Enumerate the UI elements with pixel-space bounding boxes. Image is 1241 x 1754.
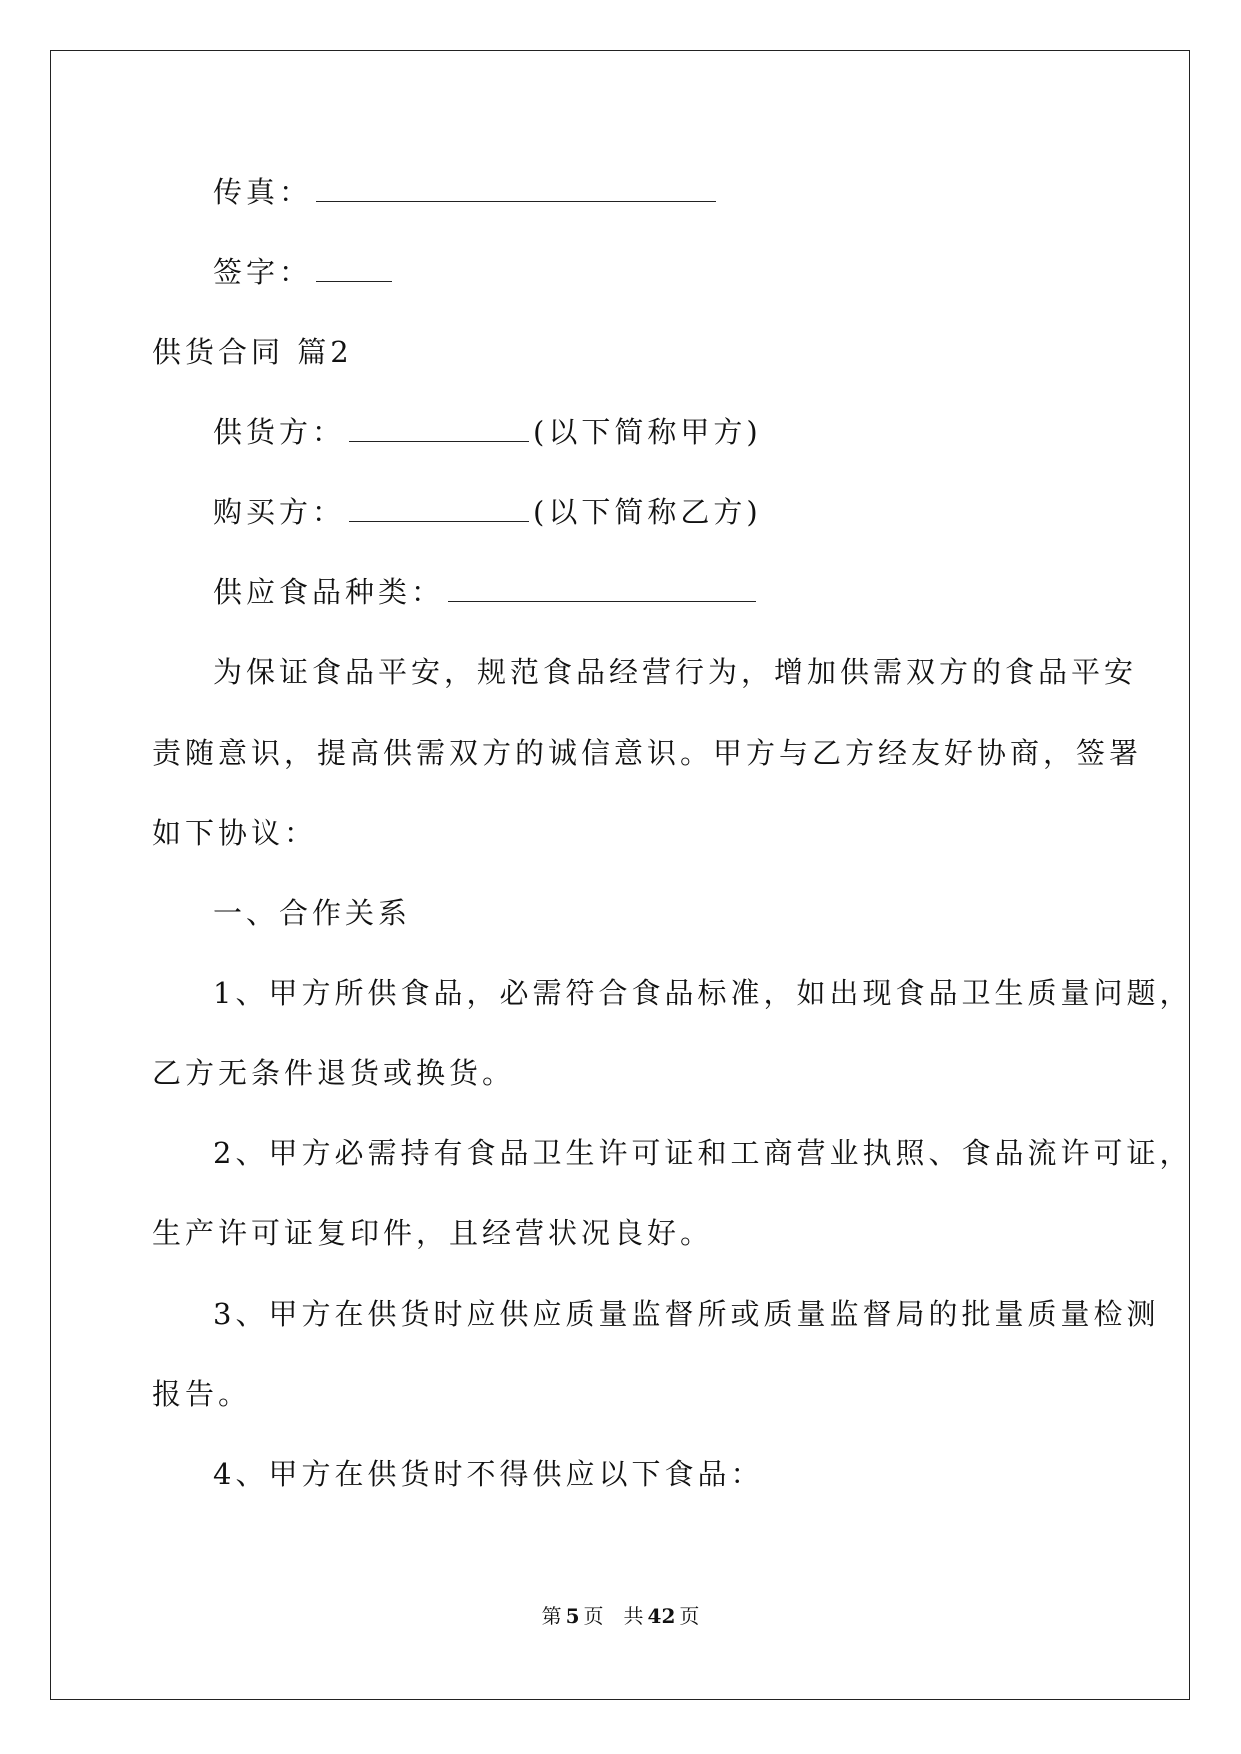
supplier-line (213, 412, 762, 452)
clause-heading: 一、合作关系 (213, 896, 412, 930)
supplier-blank[interactable] (349, 413, 529, 442)
total-prefix: 共 (623, 1604, 644, 1628)
food-type-blank[interactable] (448, 573, 756, 602)
page-suffix: 页 (583, 1604, 604, 1628)
supplier-note: (以下简称甲方) (533, 415, 762, 449)
signature-label: 签字： (213, 255, 313, 289)
paragraph-line: 报告。 (152, 1377, 252, 1411)
section-heading-text: 供货合同 篇2 (152, 335, 353, 369)
paragraph-line: 生产许可证复印件，且经营状况良好。 (152, 1216, 714, 1250)
paragraph-line: 责随意识，提高供需双方的诚信意识。甲方与乙方经友好协商，签署 (152, 736, 1143, 770)
buyer-note: (以下简称乙方) (533, 495, 762, 529)
buyer-blank[interactable] (349, 493, 529, 522)
page-number: 5 (565, 1604, 580, 1628)
fax-blank[interactable] (316, 173, 716, 202)
page-prefix: 第 (541, 1604, 562, 1628)
total-suffix: 页 (679, 1604, 700, 1628)
paragraph-line: 3、甲方在供货时应供应质量监督所或质量监督局的批量质量检测 (213, 1297, 1160, 1331)
total-pages: 42 (647, 1604, 676, 1628)
fax-line (213, 172, 720, 212)
paragraph-line: 乙方无条件退货或换货。 (152, 1056, 516, 1090)
paragraph-line: 2、甲方必需持有食品卫生许可证和工商营业执照、食品流许可证， (213, 1136, 1193, 1170)
paragraph-line: 为保证食品平安，规范食品经营行为，增加供需双方的食品平安 (213, 655, 1138, 689)
food-type-line (213, 572, 760, 612)
supplier-label: 供货方： (213, 415, 346, 449)
signature-blank[interactable] (316, 253, 392, 282)
paragraph-line: 4、甲方在供货时不得供应以下食品： (213, 1457, 764, 1491)
fax-label: 传真： (213, 175, 313, 209)
section-heading (152, 332, 353, 372)
page-border (50, 50, 1193, 1700)
food-type-label: 供应食品种类： (213, 575, 445, 609)
buyer-label: 购买方： (213, 495, 346, 529)
paragraph-line: 1、甲方所供食品，必需符合食品标准，如出现食品卫生质量问题， (213, 976, 1193, 1010)
page-footer (0, 1604, 1241, 1628)
paragraph-line: 如下协议： (152, 816, 318, 850)
buyer-line (213, 492, 762, 532)
signature-line (213, 252, 396, 292)
